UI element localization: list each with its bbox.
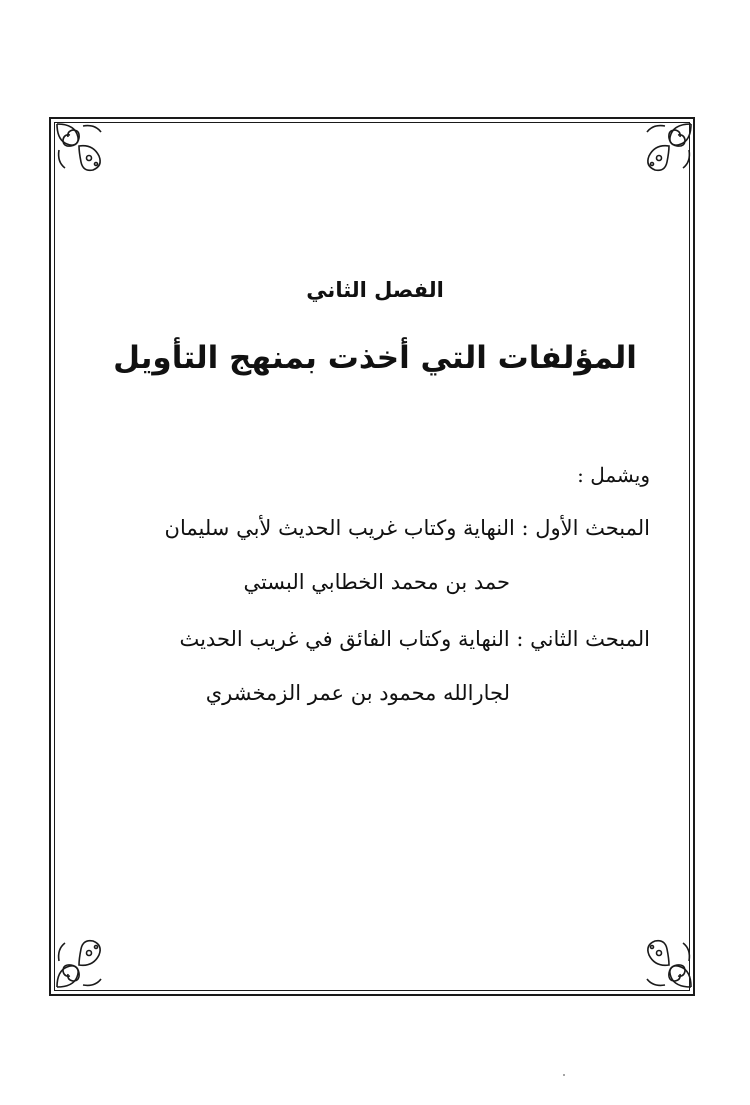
corner-ornament-top-left [53, 120, 115, 182]
scan-speck [563, 1074, 565, 1076]
arabesque-icon [633, 929, 695, 991]
inner-border-frame [54, 122, 690, 991]
arabesque-icon [633, 120, 695, 182]
arabesque-icon [53, 120, 115, 182]
corner-ornament-top-right [633, 120, 695, 182]
section-1-line-2: حمد بن محمد الخطابي البستي [243, 570, 510, 594]
includes-label: ويشمل : [577, 463, 650, 487]
section-2-line-1: المبحث الثاني : النهاية وكتاب الفائق في غريب الحديث [179, 627, 650, 651]
chapter-title: المؤلفات التي أخذت بمنهج التأويل [113, 340, 637, 376]
corner-ornament-bottom-right [633, 929, 695, 991]
section-2-line-2: لجارالله محمود بن عمر الزمخشري [205, 681, 510, 705]
section-1-line-1: المبحث الأول : النهاية وكتاب غريب الحديث لأبي سليمان [164, 516, 650, 540]
arabesque-icon [53, 929, 115, 991]
corner-ornament-bottom-left [53, 929, 115, 991]
chapter-label: الفصل الثاني [306, 278, 444, 302]
